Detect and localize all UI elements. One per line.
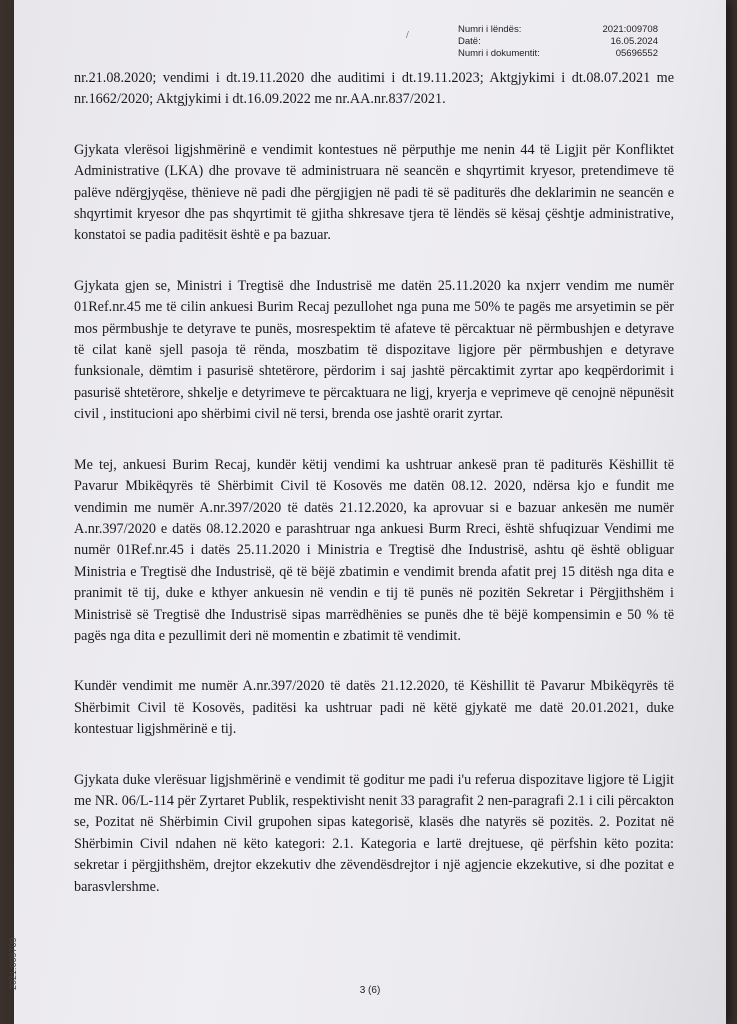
date-row [458, 36, 658, 48]
pen-mark: / [406, 30, 409, 41]
date-value: 16.05.2024 [610, 36, 658, 47]
page-number: 3 (6) [359, 985, 381, 996]
case-number-row [458, 24, 658, 36]
case-number-value: 2021:009708 [602, 24, 658, 35]
paragraph-appeal: Me tej, ankuesi Burim Recaj, kundër këtij vendimi ka ushtruar ankesë pran të paditurës Këshillit të Pavarur Mbikëqyrës të Shërbimit Civil të Kosovës me datën 08.12. 2020, ndërsa kjo e fundit me vendimin me numër A.nr.397/2020 të datës 21.12.2020, ka aprovuar si e bazuar ankesën me numër A.nr.397/2020 e datës 08.12.2020 e parashtruar nga ankuesi Burm Rreci, është shfuqizuar Vendimi me numër 01Ref.nr.45 i datës 25.11.2020 i Ministria e Tregtisë dhe Industrisë, ashtu që është obliguar Ministria e Tregtisë dhe Industrisë, që të bëjë zbatimin e vendimit brenda afatit prej 15 ditësh nga dita e pranimit të tij, duke e kthyer ankuesin në vendin e tij të punës në pozitën Sekretar i Përgjithshëm i Ministrisë së Tregtisë dhe Industrisë sipas marrëdhënies se punës dhe të bëjë kompensimin e 50 % të pagës nga dita e pezullimit deri në momentin e zbatimit të vendimit. [74, 456, 674, 644]
paragraph-legal-basis: Gjykata duke vlerësuar ligjshmërinë e vendimit të goditur me padi i'u referua dispozitave ligjore të Ligjit me NR. 06/L-114 për Zyrtaret Publik, respektivisht nenit 33 paragrafit 2 nen-paragrafi 2.1 i cili përcakton se, Pozitat në Shërbimin Civil grupohen sipas kategorisë, klasës dhe natyrës së pozitës. 2. Pozitat në Shërbimin Civil ndahen në këto kategori: 2.1. Kategoria e lartë drejtuese, që përfshin këto pozita: sekretar i përgjithshëm, drejtor ekzekutiv dhe zëvendësdrejtor i një agjencie ekzekutive, si dhe pozitat e barasvlershme. [74, 771, 674, 895]
document-number-row [458, 48, 658, 60]
case-number-label: Numri i lëndës: [458, 24, 522, 35]
date-label: Datë: [458, 36, 481, 47]
document-number-value: 05696552 [615, 48, 658, 59]
document-page [8, 0, 726, 1024]
side-case-number: 2021:009709 [8, 937, 18, 990]
paragraph-lawsuit: Kundër vendimit me numër A.nr.397/2020 të datës 21.12.2020, të Këshillit të Pavarur Mbikëqyrës të Shërbimit Civil të Kosovës, paditësi ka ushtruar padi në këtë gjykatë me datë 20.01.2021, duke kontestuar ligjshmërinë e tij. [74, 678, 674, 738]
paragraph-references: nr.21.08.2020; vendimi i dt.19.11.2020 dhe auditimi i dt.19.11.2023; Aktgjykimi i dt.08.07.2021 me nr.1662/2020; Aktgjykimi i dt.16.09.2022 me nr.AA.nr.837/2021. [74, 70, 674, 108]
document-body [74, 68, 674, 927]
document-number-label: Numri i dokumentit: [458, 48, 540, 59]
paragraph-minister-decision: Gjykata gjen se, Ministri i Tregtisë dhe Industrisë me datën 25.11.2020 ka nxjerr vendim me numër 01Ref.nr.45 me të cilin ankuesi Burim Recaj pezullohet nga puna me 50% te pagës me arsyetimin se për mos përmbushje te detyrave te punës, mosrespektim të afateve të përcaktuar në përmbushjen e detyrave të cilat kanë sjell pasoja të rënda, moszbatim të dispozitave ligjore për përmbushjen e detyrave funksionale, dëmtim i pasurisë shtetërore, përdorim i saj jashtë përcaktimit zyrtar apo keqpërdorimit i pasurisë shtetërore, shkelje e detyrimeve te përcaktuara ne ligj, kryerja e veprimeve që cenojnë nëpunësit civil , institucioni apo shërbimi civil në tersi, brenda ose jashtë orarit zyrtar. [74, 277, 674, 423]
document-metadata [458, 24, 658, 60]
paragraph-court-assessment: Gjykata vlerësoi ligjshmërinë e vendimit kontestues në përputhje me nenin 44 të Ligjit për Konfliktet Administrative (LKA) dhe provave të administruara në seancën e shqyrtimit kryesor, pretendimeve të palëve ndërgjyqëse, thënieve në padi dhe përgjigjen në padi të së paditurës dhe deklarimin ne seancën e shqyrtimit kryesor dhe pas shqyrtimit të gjitha shkresave tjera të lëndës së kësaj çështje administrative, konstatoi se padia paditësit është e pa bazuar. [74, 141, 674, 244]
